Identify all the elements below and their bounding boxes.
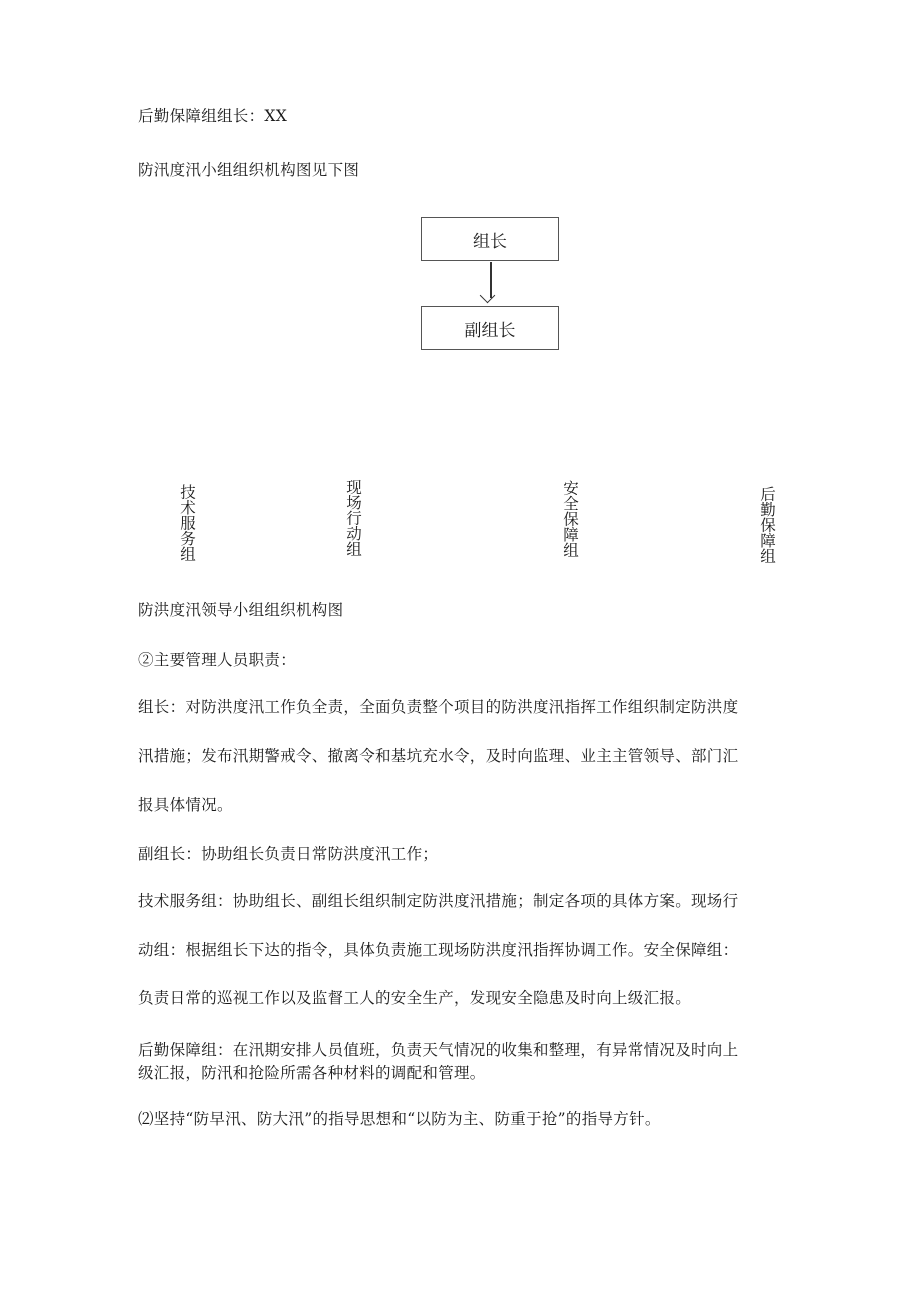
principle-line: ⑵坚持“防早汛、防大汛”的指导思想和“以防为主、防重于抢”的指导方针。 [138,1110,661,1128]
groups-duty-line: 技术服务组：协助组长、副组长组织制定防洪度汛措施；制定各项的具体方案。现场行 [138,892,739,910]
group-logistics: 后勤保障组 [758,486,776,564]
group-onsite: 现场行动组 [344,479,362,557]
logistics-duty-line: 后勤保障组：在汛期安排人员值班，负责天气情况的收集和整理，有异常情况及时向上 [138,1041,739,1059]
leader-duty-line: 组长：对防洪度汛工作负全责，全面负责整个项目的防洪度汛指挥工作组织制定防洪度 [138,698,739,716]
groups-duty-line: 负责日常的巡视工作以及监督工人的安全生产，发现安全隐患及时向上级汇报。 [138,989,692,1007]
leader-duty-line: 报具体情况。 [138,796,233,814]
logistics-leader-line: 后勤保障组组长：XX [138,107,288,125]
groups-duty-line: 动组：根据组长下达的指令，具体负责施工现场防洪度汛指挥协调工作。安全保障组： [138,941,739,959]
deputy-duty-line: 副组长：协助组长负责日常防洪度汛工作； [138,845,439,863]
group-tech: 技术服务组 [178,484,196,562]
logistics-duty-line: 级汇报，防汛和抢险所需各种材料的调配和管理。 [138,1064,486,1082]
leader-duty-line: 汛措施；发布汛期警戒令、撤离令和基坑充水令，及时向监理、业主主管领导、部门汇 [138,747,739,765]
leader-box: 组长 [421,217,559,261]
deputy-box: 副组长 [421,306,559,350]
section-title: ②主要管理人员职责： [138,651,297,669]
chart-intro-line: 防汛度汛小组组织机构图见下图 [138,161,360,179]
group-safety: 安全保障组 [561,480,579,558]
chart-caption: 防洪度汛领导小组组织机构图 [138,601,344,619]
down-arrow-head [480,288,496,304]
